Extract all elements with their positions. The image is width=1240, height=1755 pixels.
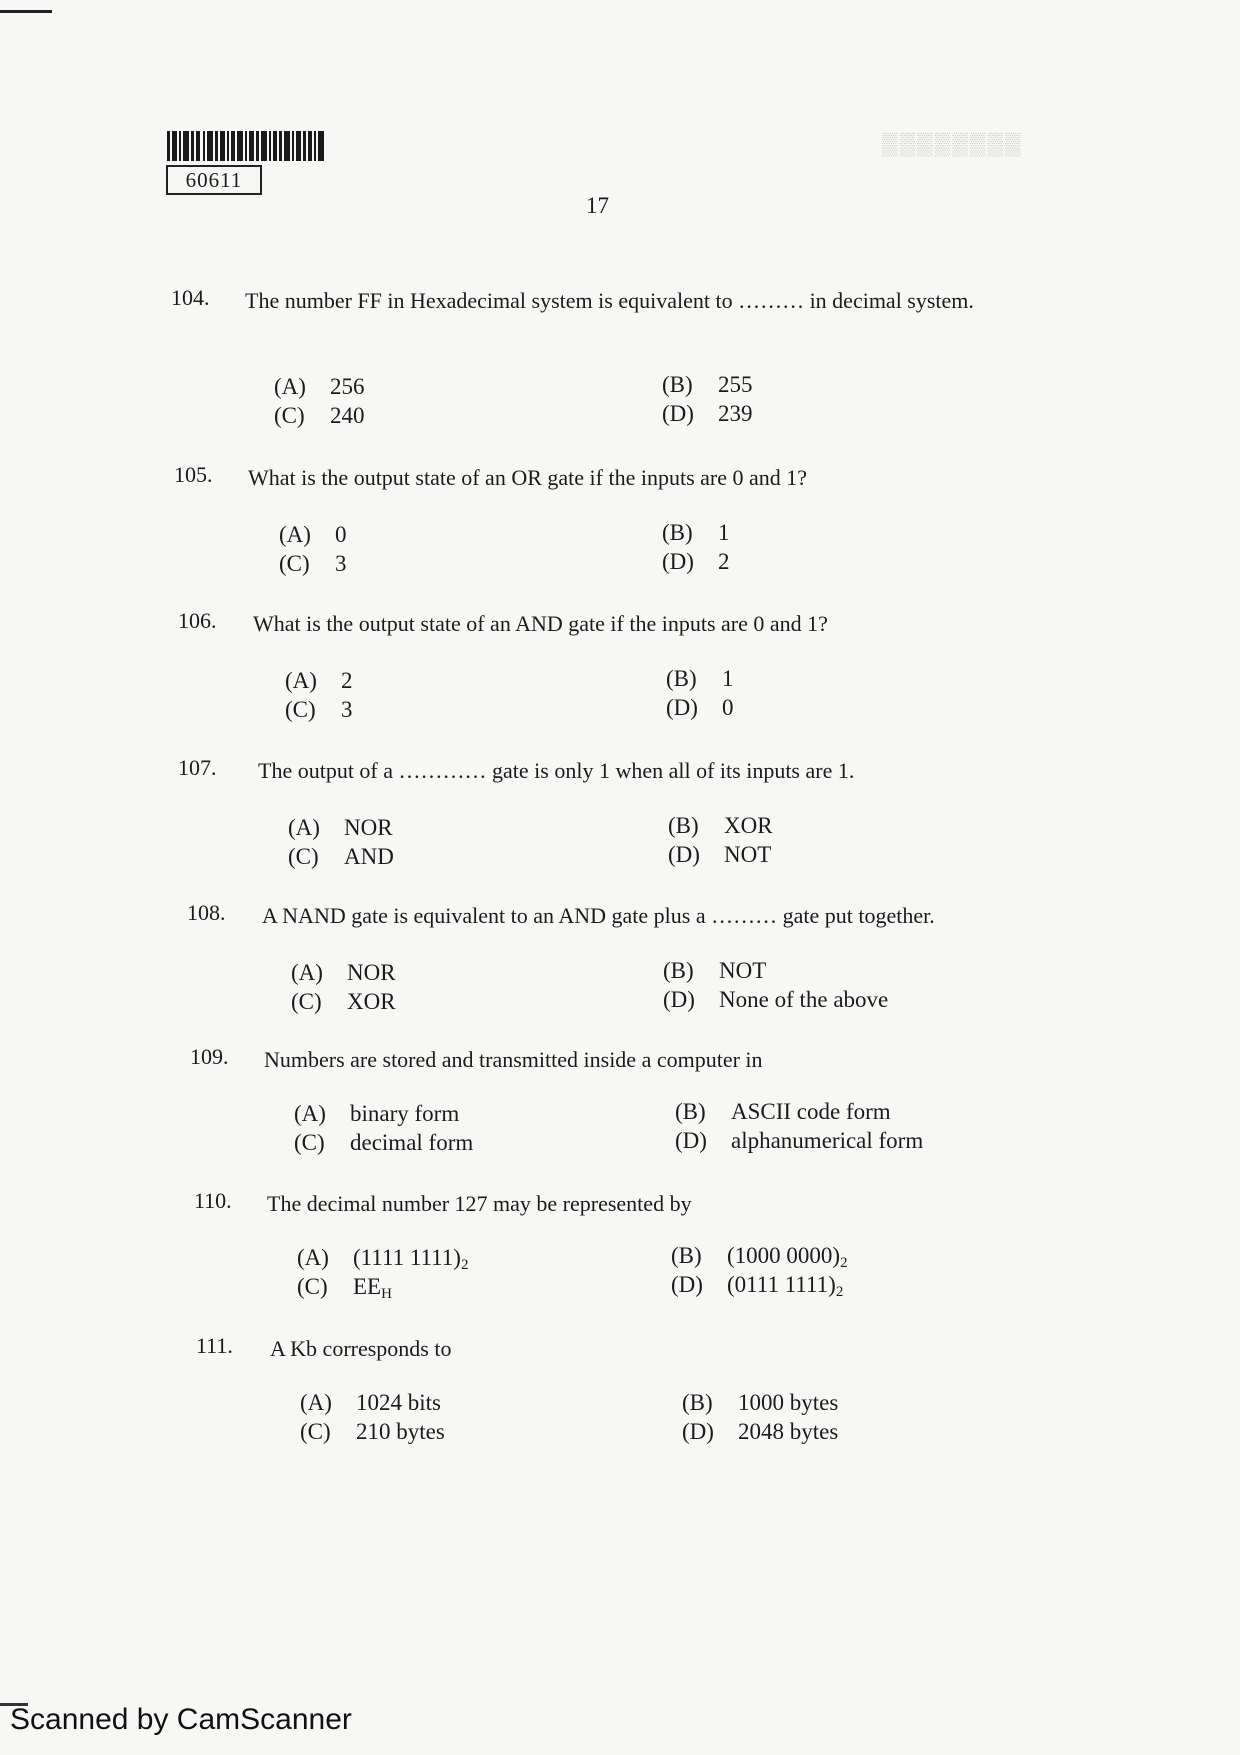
option-b: (B) 1 bbox=[666, 666, 734, 691]
faint-stamp-mark: ▒▒▒▒▒▒▒▒ bbox=[882, 131, 1023, 156]
option-d: (D) alphanumerical form bbox=[675, 1128, 924, 1153]
question-text: What is the output state of an OR gate if the inputs are 0 and 1? bbox=[248, 465, 808, 490]
question-number: 109. bbox=[190, 1044, 229, 1069]
option-c: (C) 3 bbox=[279, 551, 347, 576]
option-a: (A) 2 bbox=[285, 668, 353, 693]
question-number: 110. bbox=[194, 1188, 232, 1213]
option-b: (B) XOR bbox=[668, 813, 773, 838]
question-105 bbox=[174, 462, 1034, 582]
question-number: 108. bbox=[187, 900, 226, 925]
option-a: (A) NOR bbox=[291, 960, 396, 985]
option-d: (D) (0111 $1111)_2$ bbox=[671, 1272, 844, 1300]
option-a: (A) 0 bbox=[279, 522, 347, 547]
question-110 bbox=[194, 1188, 1054, 1308]
option-c: (C) $EE_H$ bbox=[297, 1274, 392, 1302]
question-text: A NAND gate is equivalent to an AND gate plus a ……… gate put together. bbox=[262, 903, 935, 928]
option-b: (B) ASCII code form bbox=[675, 1099, 891, 1124]
option-b: (B) 255 bbox=[662, 372, 753, 397]
question-text: The decimal number 127 may be represented by bbox=[267, 1191, 692, 1216]
option-a: (A) NOR bbox=[288, 815, 393, 840]
option-c: (C) 3 bbox=[285, 697, 353, 722]
option-a: (A) (1111 $1111)_2$ bbox=[297, 1245, 469, 1273]
question-number: 106. bbox=[178, 608, 217, 633]
option-a: (A) 1024 bits bbox=[300, 1390, 441, 1415]
question-107 bbox=[178, 755, 1038, 875]
option-c: (C) XOR bbox=[291, 989, 396, 1014]
question-text: A Kb corresponds to bbox=[270, 1336, 452, 1361]
scanner-watermark: Scanned by CamScanner bbox=[10, 1703, 352, 1736]
question-104 bbox=[171, 285, 1041, 428]
question-111 bbox=[196, 1333, 1056, 1453]
option-b: (B) NOT bbox=[663, 958, 767, 983]
option-b: (B) (1000 $0000)_2$ bbox=[671, 1243, 848, 1271]
question-text: The number FF in Hexadecimal system is equivalent to ……… in decimal system. bbox=[245, 288, 974, 313]
option-a: (A) 256 bbox=[274, 374, 365, 399]
page-number: 17 bbox=[586, 193, 609, 218]
option-d: (D) 2 bbox=[662, 549, 730, 574]
question-number: 104. bbox=[171, 285, 210, 310]
option-b: (B) 1000 bytes bbox=[682, 1390, 839, 1415]
option-c: (C) 240 bbox=[274, 403, 365, 428]
option-c: (C) decimal form bbox=[294, 1130, 474, 1155]
option-d: (D) 0 bbox=[666, 695, 734, 720]
option-d: (D) NOT bbox=[668, 842, 772, 867]
question-number: 105. bbox=[174, 462, 213, 487]
option-d: (D) None of the above bbox=[663, 987, 889, 1012]
question-109 bbox=[190, 1044, 1050, 1164]
question-text: Numbers are stored and transmitted inside a computer in bbox=[264, 1047, 763, 1072]
question-text: The output of a ………… gate is only 1 when all of its inputs are 1. bbox=[258, 758, 855, 783]
question-text: What is the output state of an AND gate if the inputs are 0 and 1? bbox=[253, 611, 828, 636]
scan-edge-mark bbox=[0, 10, 52, 13]
option-a: (A) binary form bbox=[294, 1101, 460, 1126]
question-106 bbox=[178, 608, 1038, 728]
option-d: (D) 239 bbox=[662, 401, 753, 426]
question-number: 107. bbox=[178, 755, 217, 780]
question-108 bbox=[187, 900, 1047, 1020]
paper-code-box: 60611 bbox=[166, 165, 262, 195]
option-b: (B) 1 bbox=[662, 520, 730, 545]
option-c: (C) 210 bytes bbox=[300, 1419, 445, 1444]
barcode bbox=[167, 131, 327, 161]
option-c: (C) AND bbox=[288, 844, 394, 869]
question-number: 111. bbox=[196, 1333, 233, 1358]
option-d: (D) 2048 bytes bbox=[682, 1419, 839, 1444]
